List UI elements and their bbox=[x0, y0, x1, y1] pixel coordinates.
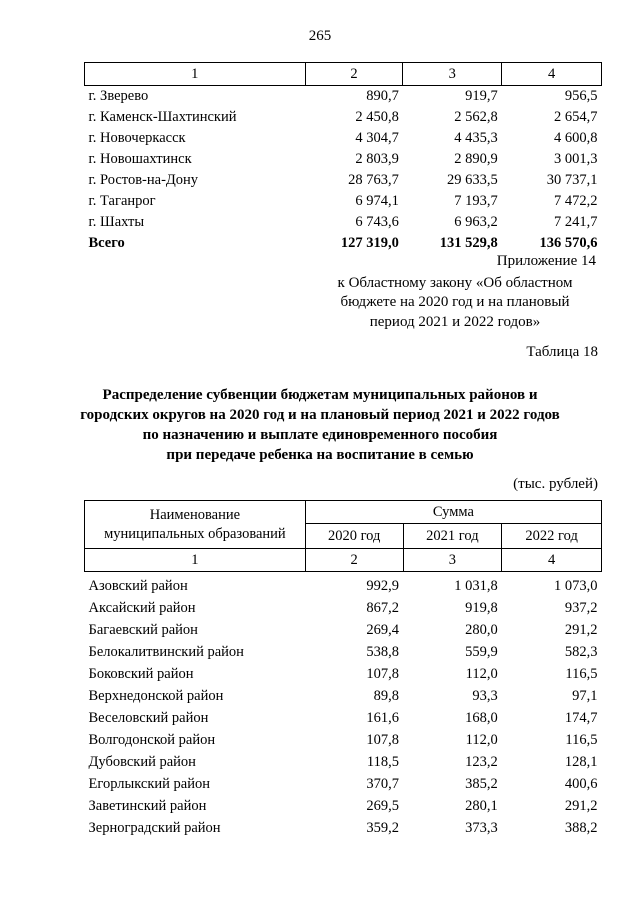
value-2021: 373,3 bbox=[465, 820, 498, 836]
subvention-table bbox=[84, 500, 602, 839]
municipality-name: Егорлыкский район bbox=[88, 776, 210, 792]
total-2020: 127 319,0 bbox=[340, 235, 399, 251]
municipality-name: г. Зверево bbox=[88, 88, 149, 104]
table-row bbox=[85, 572, 602, 598]
municipality-name: г. Новочеркасск bbox=[88, 130, 186, 146]
value-2020: 28 763,7 bbox=[348, 172, 399, 188]
value-2022: 128,1 bbox=[564, 754, 598, 770]
value-2020: 107,8 bbox=[366, 666, 400, 682]
value-2020: 359,2 bbox=[366, 820, 400, 836]
col-index: 3 bbox=[403, 63, 502, 86]
sum-header: Сумма bbox=[305, 501, 601, 524]
table2-body bbox=[85, 501, 602, 840]
table1-body bbox=[85, 63, 602, 255]
year-header: 2022 год bbox=[502, 524, 602, 549]
municipality-name: г. Шахты bbox=[88, 214, 145, 230]
name-column-header bbox=[85, 501, 306, 549]
municipality-name: Верхнедонской район bbox=[88, 688, 224, 704]
value-2020: 2 803,9 bbox=[355, 151, 399, 167]
total-2022: 136 570,6 bbox=[539, 235, 598, 251]
column-index-row bbox=[85, 549, 602, 572]
value-2022: 97,1 bbox=[572, 688, 598, 704]
col-index: 2 bbox=[305, 63, 403, 86]
value-2020: 4 304,7 bbox=[355, 130, 399, 146]
value-2022: 400,6 bbox=[564, 776, 598, 792]
value-2021: 2 890,9 bbox=[454, 151, 498, 167]
value-2022: 7 472,2 bbox=[554, 193, 598, 209]
value-2022: 291,2 bbox=[564, 798, 598, 814]
table-row bbox=[85, 597, 602, 619]
title-line: Распределение субвенции бюджетам муниципальных районов и bbox=[102, 387, 538, 403]
municipality-name: Зерноградский район bbox=[88, 820, 221, 836]
units-label: (тыс. рублей) bbox=[513, 476, 598, 492]
appendix-title: Приложение 14 bbox=[496, 253, 596, 269]
col-index: 3 bbox=[403, 549, 502, 572]
table-row bbox=[85, 817, 602, 839]
municipality-name: г. Ростов-на-Дону bbox=[88, 172, 199, 188]
value-2022: 4 600,8 bbox=[554, 130, 598, 146]
appendix-line: период 2021 и 2022 годов» bbox=[369, 313, 541, 330]
value-2021: 1 031,8 bbox=[454, 578, 498, 594]
value-2020: 118,5 bbox=[366, 754, 400, 770]
municipality-name: Заветинский район bbox=[88, 798, 207, 814]
header-row bbox=[85, 501, 602, 524]
value-2021: 2 562,8 bbox=[454, 109, 498, 125]
table-row bbox=[85, 212, 602, 233]
value-2022: 388,2 bbox=[564, 820, 598, 836]
value-2022: 291,2 bbox=[564, 622, 598, 638]
value-2022: 937,2 bbox=[564, 600, 598, 616]
table-row bbox=[85, 128, 602, 149]
value-2022: 1 073,0 bbox=[554, 578, 598, 594]
total-row bbox=[85, 233, 602, 254]
municipality-name: Боковский район bbox=[88, 666, 194, 682]
value-2021: 559,9 bbox=[465, 644, 498, 660]
value-2021: 385,2 bbox=[465, 776, 498, 792]
table-row bbox=[85, 729, 602, 751]
value-2021: 280,1 bbox=[465, 798, 498, 814]
value-2021: 6 963,2 bbox=[454, 214, 498, 230]
municipality-name: Аксайский район bbox=[88, 600, 196, 616]
value-2021: 280,0 bbox=[465, 622, 498, 638]
value-2021: 168,0 bbox=[465, 710, 498, 726]
value-2020: 269,4 bbox=[366, 622, 400, 638]
table-row bbox=[85, 619, 602, 641]
year-header: 2020 год bbox=[305, 524, 403, 549]
header-text: Наименование bbox=[149, 506, 241, 523]
value-2022: 116,5 bbox=[565, 732, 598, 748]
value-2022: 174,7 bbox=[564, 710, 598, 726]
value-2021: 112,0 bbox=[465, 732, 498, 748]
table-row bbox=[85, 86, 602, 108]
total-label: Всего bbox=[88, 235, 125, 251]
value-2022: 30 737,1 bbox=[546, 172, 598, 188]
value-2020: 2 450,8 bbox=[355, 109, 399, 125]
value-2020: 6 974,1 bbox=[355, 193, 399, 209]
value-2022: 582,3 bbox=[564, 644, 598, 660]
value-2020: 890,7 bbox=[366, 88, 399, 104]
col-index: 4 bbox=[502, 63, 602, 86]
value-2020: 107,8 bbox=[366, 732, 400, 748]
municipality-name: Азовский район bbox=[88, 578, 188, 594]
value-2020: 89,8 bbox=[373, 688, 400, 704]
column-index-row bbox=[85, 63, 602, 86]
header-text: муниципальных образований bbox=[104, 525, 286, 542]
municipality-name: Дубовский район bbox=[88, 754, 196, 770]
table-row bbox=[85, 795, 602, 817]
value-2020: 992,9 bbox=[366, 578, 400, 594]
value-2020: 6 743,6 bbox=[355, 214, 399, 230]
table-row bbox=[85, 663, 602, 685]
value-2020: 161,6 bbox=[366, 710, 400, 726]
value-2021: 919,8 bbox=[465, 600, 498, 616]
document-title bbox=[60, 385, 580, 465]
value-2022: 116,5 bbox=[565, 666, 598, 682]
table-row bbox=[85, 149, 602, 170]
value-2021: 919,7 bbox=[465, 88, 498, 104]
value-2021: 4 435,3 bbox=[454, 130, 498, 146]
municipality-name: Белокалитвинский район bbox=[88, 644, 244, 660]
year-header: 2021 год bbox=[403, 524, 502, 549]
value-2021: 93,3 bbox=[472, 688, 498, 704]
municipality-name: г. Каменск-Шахтинский bbox=[88, 109, 237, 125]
col-index: 4 bbox=[502, 549, 602, 572]
value-2021: 29 633,5 bbox=[446, 172, 498, 188]
value-2021: 112,0 bbox=[465, 666, 498, 682]
appendix-line: бюджете на 2020 год и на плановый bbox=[340, 294, 570, 310]
title-line: при передаче ребенка на воспитание в семью bbox=[166, 447, 474, 463]
municipality-name: г. Новошахтинск bbox=[88, 151, 192, 167]
col-index: 2 bbox=[305, 549, 403, 572]
value-2020: 370,7 bbox=[366, 776, 400, 792]
col-index: 1 bbox=[85, 63, 306, 86]
table-row bbox=[85, 773, 602, 795]
table-row bbox=[85, 641, 602, 663]
value-2022: 3 001,3 bbox=[554, 151, 598, 167]
value-2022: 2 654,7 bbox=[554, 109, 598, 125]
page-number: 265 bbox=[308, 28, 332, 44]
appendix-line: к Областному закону «Об областном bbox=[337, 274, 573, 291]
table-number: Таблица 18 bbox=[526, 344, 598, 360]
col-index: 1 bbox=[85, 549, 306, 572]
total-2021: 131 529,8 bbox=[439, 235, 498, 251]
table-row bbox=[85, 707, 602, 729]
value-2021: 123,2 bbox=[465, 754, 498, 770]
appendix-note bbox=[310, 252, 600, 332]
table-row bbox=[85, 751, 602, 773]
table-row bbox=[85, 685, 602, 707]
municipality-name: Багаевский район bbox=[88, 622, 198, 638]
value-2020: 867,2 bbox=[366, 600, 400, 616]
municipality-name: г. Таганрог bbox=[88, 193, 156, 209]
municipality-name: Веселовский район bbox=[88, 710, 209, 726]
value-2020: 269,5 bbox=[366, 798, 400, 814]
municipal-table-continued bbox=[84, 62, 602, 254]
table-row bbox=[85, 107, 602, 128]
value-2021: 7 193,7 bbox=[454, 193, 498, 209]
title-line: по назначению и выплате единовременного пособия bbox=[142, 427, 498, 443]
table-row bbox=[85, 191, 602, 212]
value-2022: 7 241,7 bbox=[554, 214, 598, 230]
municipality-name: Волгодонской район bbox=[88, 732, 216, 748]
value-2022: 956,5 bbox=[564, 88, 598, 104]
value-2020: 538,8 bbox=[366, 644, 400, 660]
title-line: городских округов на 2020 год и на плановый период 2021 и 2022 годов bbox=[80, 407, 560, 423]
table-row bbox=[85, 170, 602, 191]
